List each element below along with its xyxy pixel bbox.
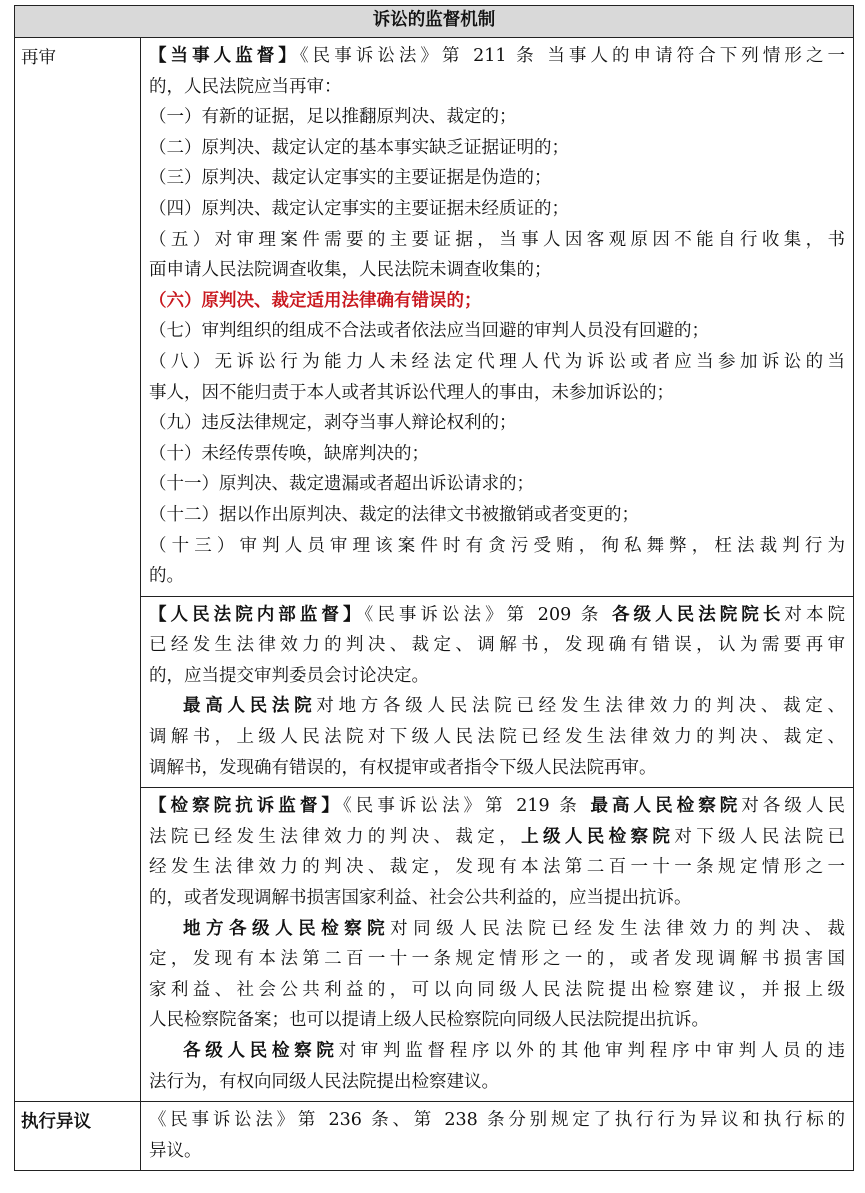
proc-para2-line-2: 定，发现有本法第二百一十一条规定情形之一的，或者发现调解书损害国	[149, 949, 845, 970]
proc-subject: 最高人民检察院	[590, 796, 742, 817]
procuratorate-supervision-cell	[141, 788, 854, 1102]
court-para2-line-2: 调解书，上级人民法院对下级人民法院已经发生法律效力的判决、裁定、	[149, 727, 845, 748]
party-heading: 【当事人监督】	[149, 46, 300, 66]
execution-line-1: 《民事诉讼法》第 236 条、第 238 条分别规定了执行行为异议和执行标的	[149, 1110, 845, 1131]
party-item-13: （十三）审判人员审理该案件时有贪污受贿，徇私舞弊，枉法裁判行为	[149, 535, 845, 556]
party-item-8: （八）无诉讼行为能力人未经法定代理人代为诉讼或者应当参加诉讼的当	[149, 351, 845, 372]
table-row	[15, 1102, 854, 1171]
proc-line-2	[149, 822, 845, 853]
table-row	[15, 38, 854, 597]
proc-line-2-a: 法院已经发生法律效力的判决、裁定，	[149, 826, 522, 847]
proc-para2-line-1	[149, 914, 845, 945]
proc-para3-line-2: 法行为，有权向同级人民法院提出检察建议。	[149, 1071, 499, 1092]
proc-superior-subject: 上级人民检察院	[521, 826, 675, 847]
local-proc-subject: 地方各级人民检察院	[183, 918, 391, 939]
table-title: 诉讼的监督机制	[15, 6, 854, 38]
row-label-retrial: 再审	[15, 38, 141, 1102]
supreme-court-subject: 最高人民法院	[183, 696, 317, 717]
party-item-1: （一）有新的证据，足以推翻原判决、裁定的；	[149, 107, 517, 128]
party-line-1	[149, 41, 845, 72]
proc-line-2-b: 对下级人民法院已	[674, 826, 846, 847]
court-para2-text: 对地方各级人民法院已经发生法律效力的判决、裁定、	[316, 696, 846, 717]
proc-line-4: 的，或者发现调解书损害国家利益、社会公共利益的，应当提出抗诉。	[149, 888, 692, 909]
execution-line-2: 异议。	[149, 1140, 202, 1161]
court-supervision-cell	[141, 596, 854, 788]
proc-article: 《民事诉讼法》第 219 条	[342, 796, 591, 817]
court-heading: 【人民法院内部监督】	[149, 604, 365, 625]
proc-para3-text: 对审判监督程序以外的其他审判程序中审判人员的违	[338, 1041, 846, 1061]
party-item-7: （七）审判组织的组成不合法或者依法应当回避的审判人员没有回避的；	[149, 321, 709, 342]
court-line-3: 的，应当提交审判委员会讨论决定。	[149, 665, 429, 686]
supervision-table	[14, 5, 854, 1171]
party-supervision-cell	[141, 38, 854, 597]
proc-para3-line-1	[149, 1036, 845, 1067]
proc-para2-line-4: 人民检察院备案；也可以提请上级人民检察院向同级人民法院提出抗诉。	[149, 1010, 709, 1031]
proc-line-1	[149, 791, 845, 822]
proc-para2-text: 对同级人民法院已经发生法律效力的判决、裁	[390, 918, 846, 939]
party-item-5: （五）对审理案件需要的主要证据，当事人因客观原因不能自行收集，书	[149, 229, 845, 250]
court-line-1-end: 对本院	[784, 604, 846, 625]
row-label-execution: 执行异议	[15, 1102, 141, 1171]
party-item-11: （十一）原判决、裁定遗漏或者超出诉讼请求的；	[149, 474, 534, 495]
party-item-13-cont: 的。	[149, 566, 184, 587]
party-item-5-cont: 面申请人民法院调查收集，人民法院未调查收集的；	[149, 260, 552, 281]
court-subject: 各级人民法院院长	[612, 604, 785, 625]
court-line-2: 已经发生法律效力的判决、裁定、调解书，发现确有错误，认为需要再审	[149, 635, 845, 656]
party-item-12: （十二）据以作出原判决、裁定的法律文书被撤销或者变更的；	[149, 504, 639, 525]
court-article: 《民事诉讼法》第 209 条	[364, 604, 612, 625]
execution-objection-cell	[141, 1102, 854, 1171]
table-row	[15, 788, 854, 1102]
party-item-4: （四）原判决、裁定认定事实的主要证据未经质证的；	[149, 198, 569, 219]
proc-heading: 【检察院抗诉监督】	[149, 796, 343, 817]
party-line-2: 的，人民法院应当再审：	[149, 76, 342, 97]
court-para2-line-3: 调解书，发现确有错误的，有权提审或者指令下级人民法院再审。	[149, 757, 657, 778]
party-item-2: （二）原判决、裁定认定的基本事实缺乏证据证明的；	[149, 137, 569, 158]
party-article: 《民事诉讼法》第 211 条 当事人的申请符合下列情形之一	[299, 46, 846, 66]
proc-para2-line-3: 家利益、社会公共利益的，可以向同级人民法院提出检察建议，并报上级	[149, 979, 845, 1000]
party-item-3: （三）原判决、裁定认定事实的主要证据是伪造的；	[149, 168, 552, 189]
court-para2-line-1	[149, 691, 845, 722]
party-item-8-cont: 事人，因不能归责于本人或者其诉讼代理人的事由，未参加诉讼的；	[149, 382, 674, 403]
all-proc-subject: 各级人民检察院	[183, 1041, 339, 1061]
proc-line-1-end: 对各级人民	[741, 796, 846, 817]
party-item-9: （九）违反法律规定，剥夺当事人辩论权利的；	[149, 413, 517, 434]
party-item-10: （十）未经传票传唤，缺席判决的；	[149, 443, 429, 464]
table-header-row	[15, 6, 854, 38]
court-line-1	[149, 600, 845, 631]
table-row	[15, 596, 854, 788]
proc-line-3: 经发生法律效力的判决、裁定，发现有本法第二百一十一条规定情形之一	[149, 857, 845, 878]
party-item-6-highlighted: （六）原判决、裁定适用法律确有错误的；	[149, 290, 482, 311]
